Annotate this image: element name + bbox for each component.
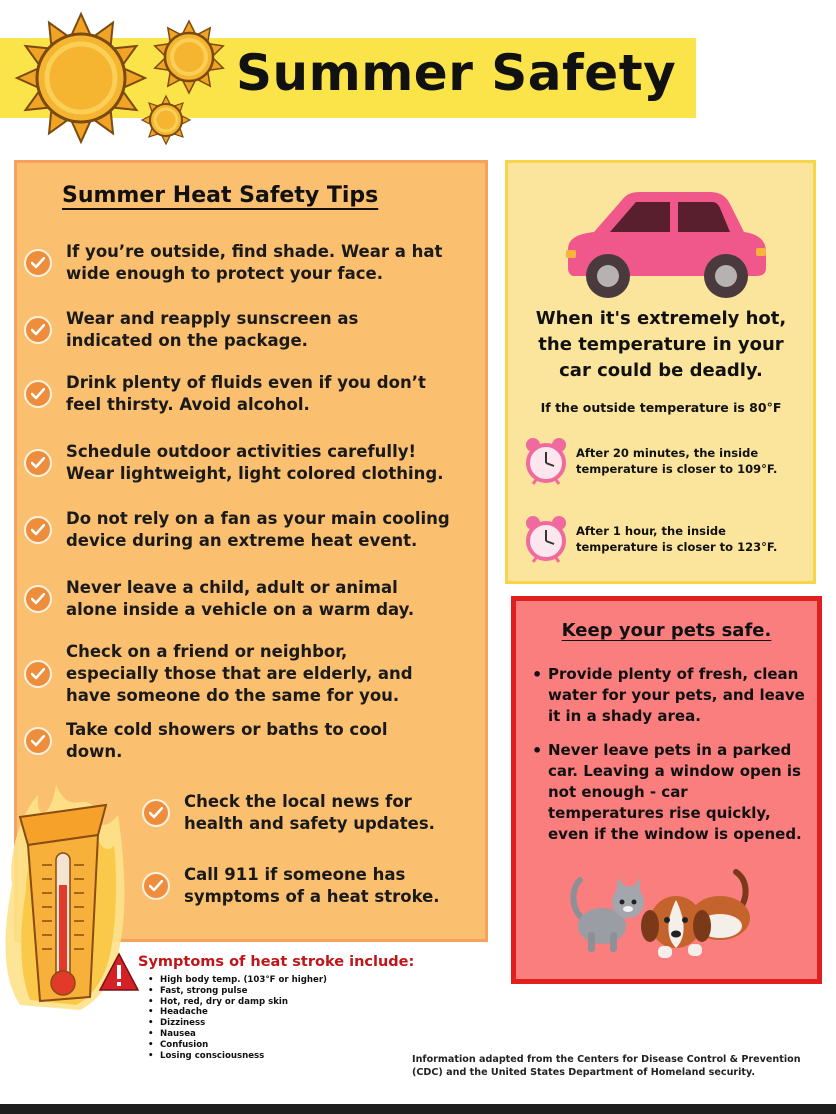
- symptoms-list: [148, 975, 327, 1061]
- list-item: • Provide plenty of fresh, clean water for your pets, and leave it in a shady area.: [530, 664, 814, 727]
- check-icon: [142, 872, 170, 900]
- tip-text: Check on a friend or neighbor, especially those that are elderly, and have someone do the same for you.: [66, 642, 413, 705]
- list-item: • Losing consciousness: [148, 1051, 327, 1062]
- outside-temp-text: If the outside temperature is 80°F: [540, 400, 782, 415]
- dog-icon: [636, 856, 758, 962]
- page-title: Summer Safety: [236, 44, 677, 102]
- check-icon: [24, 249, 52, 277]
- source-note: Information adapted from the Centers for Disease Control & Prevention (CDC) and the United States Department of Homeland security.: [412, 1054, 801, 1078]
- tip-item: [24, 719, 388, 763]
- pets-heading: Keep your pets safe.: [561, 620, 772, 641]
- sun-icon: [6, 8, 156, 148]
- tip-text: Drink plenty of fluids even if you don’t feel thirsty. Avoid alcohol.: [66, 373, 426, 414]
- check-icon: [24, 380, 52, 408]
- tip-text: Check the local news for health and safety updates.: [184, 792, 435, 833]
- clock-row-20-min: [524, 436, 777, 486]
- list-item: • Hot, red, dry or damp skin: [148, 997, 327, 1008]
- check-icon: [24, 449, 52, 477]
- tip-text: Schedule outdoor activities carefully! Wear lightweight, light colored clothing.: [66, 442, 444, 483]
- list-item: • Dizziness: [148, 1018, 327, 1029]
- tip-item: [24, 372, 426, 416]
- check-icon: [24, 516, 52, 544]
- sun-icon: [150, 18, 228, 96]
- alarm-clock-icon: [524, 514, 568, 564]
- pets-list: [530, 664, 814, 858]
- tip-item: [24, 441, 444, 485]
- bottom-bar: [0, 1104, 836, 1114]
- sun-icon: [140, 94, 192, 146]
- list-item: • Never leave pets in a parked car. Leaving a window open is not enough - car temperatures rise quickly, even if the window is opened.: [530, 740, 814, 845]
- warning-icon: [98, 952, 140, 992]
- tip-item: [142, 864, 440, 908]
- list-item: • Headache: [148, 1007, 327, 1018]
- list-item: • Fast, strong pulse: [148, 986, 327, 997]
- heat-tips-heading: Summer Heat Safety Tips: [62, 183, 379, 208]
- tip-item: [24, 508, 450, 552]
- tip-text: Take cold showers or baths to cool down.: [66, 720, 388, 761]
- tip-item: [24, 641, 413, 707]
- check-icon: [24, 660, 52, 688]
- check-icon: [24, 585, 52, 613]
- check-icon: [24, 316, 52, 344]
- after-20-min-text: After 20 minutes, the inside temperature is closer to 109°F.: [576, 446, 778, 476]
- check-icon: [24, 727, 52, 755]
- tip-text: Do not rely on a fan as your main cooling device during an extreme heat event.: [66, 509, 450, 550]
- tip-text: Call 911 if someone has symptoms of a heat stroke.: [184, 865, 440, 906]
- list-item: • High body temp. (103°F or higher): [148, 975, 327, 986]
- tip-text: Never leave a child, adult or animal alone inside a vehicle on a warm day.: [66, 578, 415, 619]
- clock-row-1-hour: [524, 514, 777, 564]
- tip-item: [24, 308, 358, 352]
- tip-item: [24, 241, 442, 285]
- car-icon: [560, 188, 770, 300]
- tip-item: [142, 791, 435, 835]
- list-item: • Nausea: [148, 1029, 327, 1040]
- after-1-hour-text: After 1 hour, the inside temperature is closer to 123°F.: [576, 524, 778, 554]
- tip-text: If you’re outside, find shade. Wear a hat wide enough to protect your face.: [66, 242, 443, 283]
- check-icon: [142, 799, 170, 827]
- alarm-clock-icon: [524, 436, 568, 486]
- list-item: • Confusion: [148, 1040, 327, 1051]
- symptoms-title: Symptoms of heat stroke include:: [138, 954, 415, 970]
- car-warning-text: When it's extremely hot, the temperature in your car could be deadly.: [535, 308, 787, 381]
- tip-item: [24, 577, 414, 621]
- tip-text: Wear and reapply sunscreen as indicated on the package.: [66, 309, 359, 350]
